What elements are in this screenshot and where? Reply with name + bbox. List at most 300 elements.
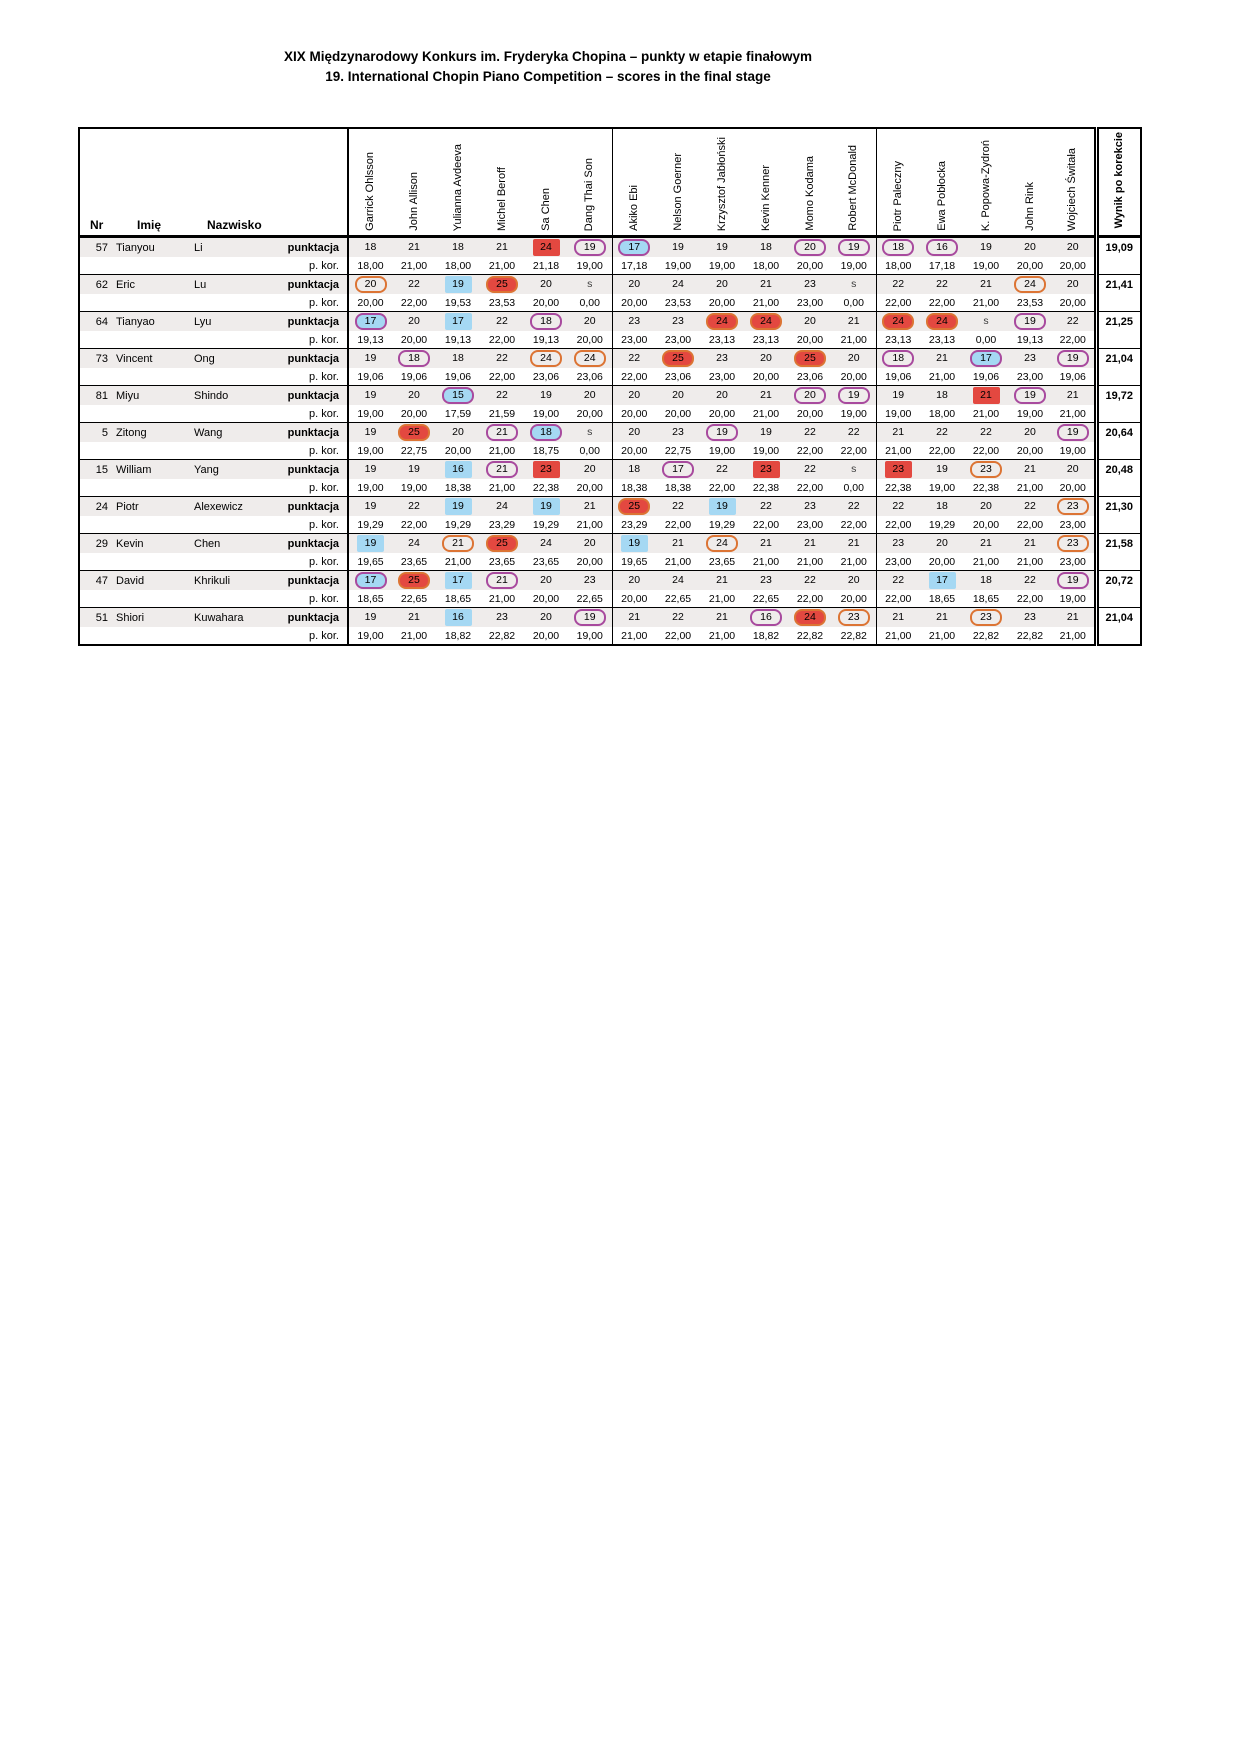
score-chip: 20 — [452, 426, 464, 438]
score-chip: 19 — [445, 276, 472, 293]
score-chip: 20 — [408, 315, 420, 327]
empty-cell — [79, 368, 113, 386]
document-title — [78, 0, 1018, 87]
score-cell — [1008, 237, 1052, 258]
score-row — [79, 460, 1141, 480]
corrected-cell: 20,00 — [832, 590, 876, 608]
score-cell — [656, 608, 700, 628]
corrected-cell: 19,00 — [348, 627, 392, 645]
score-chip: 19 — [357, 535, 384, 552]
score-cell — [876, 460, 920, 480]
empty-cell — [113, 553, 191, 571]
score-chip: 21 — [716, 611, 728, 623]
score-cell — [392, 460, 436, 480]
score-cell — [480, 386, 524, 406]
score-chip: 20 — [936, 537, 948, 549]
score-cell — [612, 386, 656, 406]
score-chip: 22 — [847, 500, 860, 512]
contestant-last-name: Kuwahara — [191, 608, 271, 628]
name-columns-header — [79, 128, 348, 237]
corrected-cell: 22,00 — [656, 516, 700, 534]
score-chip: 21 — [760, 537, 772, 549]
score-chip: 19 — [838, 387, 870, 404]
score-chip: 25 — [398, 424, 430, 441]
score-chip: 21 — [847, 537, 860, 549]
corrected-cell: 18,82 — [744, 627, 788, 645]
corrected-row — [79, 479, 1141, 497]
score-cell — [788, 423, 832, 443]
corrected-cell: 22,00 — [876, 516, 920, 534]
corrected-cell: 21,00 — [744, 553, 788, 571]
score-cell — [744, 460, 788, 480]
juror-name: Piotr Paleczny — [891, 160, 904, 231]
score-row — [79, 312, 1141, 332]
score-chip: 16 — [445, 461, 472, 478]
score-chip: 23 — [628, 315, 641, 327]
corrected-cell: 23,00 — [1008, 368, 1052, 386]
score-cell — [876, 571, 920, 591]
juror-name: Michel Beroff — [495, 167, 508, 231]
score-cell — [392, 386, 436, 406]
score-chip: 21 — [1066, 389, 1079, 401]
corrected-cell: 23,00 — [656, 331, 700, 349]
score-chip: 19 — [709, 498, 736, 515]
score-cell — [920, 460, 964, 480]
score-cell — [788, 497, 832, 517]
contestant-nr: 62 — [79, 275, 113, 295]
score-chip: 19 — [408, 463, 420, 475]
corrected-cell: 21,00 — [480, 590, 524, 608]
corrected-cell: 23,06 — [656, 368, 700, 386]
score-chip: 24 — [533, 239, 560, 256]
score-chip: 24 — [926, 313, 958, 330]
juror-name: Momo Kodama — [803, 156, 816, 231]
score-cell — [392, 423, 436, 443]
score-chip: 22 — [936, 426, 948, 438]
corrected-cell: 21,00 — [392, 627, 436, 645]
corrected-cell: 20,00 — [612, 442, 656, 460]
scores-table — [78, 127, 1142, 646]
empty-cell — [191, 257, 271, 275]
score-cell — [744, 237, 788, 258]
score-cell — [920, 571, 964, 591]
corrected-cell: 19,00 — [744, 442, 788, 460]
contestant-last-name: Wang — [191, 423, 271, 443]
corrected-cell: 23,13 — [876, 331, 920, 349]
score-row — [79, 571, 1141, 591]
score-chip: 18 — [364, 241, 377, 253]
score-chip: 18 — [452, 241, 464, 253]
score-chip: s — [587, 426, 593, 438]
score-cell — [348, 349, 392, 369]
corrected-cell: 20,00 — [788, 405, 832, 423]
contestant-first-name: Zitong — [113, 423, 191, 443]
score-chip: 20 — [794, 387, 826, 404]
corrected-row — [79, 627, 1141, 645]
score-chip: 22 — [892, 278, 905, 290]
score-row — [79, 349, 1141, 369]
contestant-last-name: Lu — [191, 275, 271, 295]
score-chip: 17 — [355, 572, 387, 589]
score-chip: 24 — [530, 350, 562, 367]
juror-column-header — [1008, 128, 1052, 237]
contestant-block — [79, 349, 1141, 386]
corrected-cell: 22,82 — [788, 627, 832, 645]
corrected-cell: 20,00 — [700, 294, 744, 312]
score-cell — [656, 571, 700, 591]
score-chip: 22 — [628, 352, 641, 364]
corrected-cell: 20,00 — [744, 368, 788, 386]
corrected-cell: 23,00 — [612, 331, 656, 349]
contestant-last-name: Khrikuli — [191, 571, 271, 591]
score-cell — [832, 237, 876, 258]
corrected-cell: 19,00 — [920, 479, 964, 497]
corrected-cell: 21,00 — [832, 553, 876, 571]
corrected-cell: 18,65 — [920, 590, 964, 608]
score-cell — [964, 386, 1008, 406]
corrected-cell: 19,00 — [832, 257, 876, 275]
corrected-cell: 23,53 — [656, 294, 700, 312]
score-chip: 22 — [847, 426, 860, 438]
juror-column-header — [744, 128, 788, 237]
score-chip: 18 — [628, 463, 641, 475]
corrected-cell: 19,00 — [568, 627, 612, 645]
score-chip: 20 — [1066, 278, 1079, 290]
corrected-cell: 22,38 — [524, 479, 568, 497]
corrected-row — [79, 331, 1141, 349]
score-cell — [1052, 460, 1096, 480]
score-chip: 21 — [936, 611, 948, 623]
score-cell — [920, 423, 964, 443]
score-chip: 18 — [530, 313, 562, 330]
empty-cell — [191, 553, 271, 571]
corrected-cell: 21,00 — [1008, 479, 1052, 497]
corrected-cell: 20,00 — [1008, 442, 1052, 460]
score-cell — [480, 275, 524, 295]
score-chip: 19 — [980, 241, 992, 253]
score-cell — [656, 275, 700, 295]
score-chip: 22 — [760, 500, 772, 512]
score-cell — [1052, 571, 1096, 591]
corrected-cell: 22,00 — [392, 294, 436, 312]
juror-name: John Rink — [1023, 182, 1036, 231]
score-cell — [876, 237, 920, 258]
contestant-block — [79, 534, 1141, 571]
score-chip: 23 — [672, 315, 684, 327]
score-chip: 23 — [1024, 611, 1036, 623]
score-cell — [700, 349, 744, 369]
result-after-correction: 20,48 — [1096, 460, 1141, 497]
corrected-cell: 19,00 — [524, 405, 568, 423]
juror-column-header — [524, 128, 568, 237]
score-chip: 15 — [442, 387, 474, 404]
score-chip: 20 — [794, 239, 826, 256]
corrected-cell: 19,00 — [1008, 405, 1052, 423]
score-cell — [920, 275, 964, 295]
score-chip: 24 — [706, 313, 738, 330]
result-after-correction: 21,25 — [1096, 312, 1141, 349]
corrected-cell: 22,82 — [832, 627, 876, 645]
score-chip: 17 — [929, 572, 956, 589]
corrected-cell: 23,00 — [788, 294, 832, 312]
contestant-last-name: Yang — [191, 460, 271, 480]
score-chip: 19 — [574, 609, 606, 626]
empty-cell — [113, 442, 191, 460]
corrected-cell: 23,00 — [1052, 553, 1096, 571]
juror-name: John Allison — [407, 172, 420, 231]
score-chip: 20 — [1024, 241, 1036, 253]
score-cell — [1008, 386, 1052, 406]
score-cell — [436, 571, 480, 591]
corrected-cell: 20,00 — [612, 294, 656, 312]
score-chip: 21 — [1024, 463, 1036, 475]
juror-column-header — [964, 128, 1008, 237]
juror-column-header — [392, 128, 436, 237]
corrected-cell: 21,00 — [876, 442, 920, 460]
corrected-cell: 22,38 — [964, 479, 1008, 497]
score-chip: 21 — [486, 424, 518, 441]
corrected-row-label: p. kor. — [271, 442, 348, 460]
score-chip: 22 — [672, 611, 684, 623]
score-chip: 16 — [926, 239, 958, 256]
juror-column-header — [920, 128, 964, 237]
empty-cell — [113, 405, 191, 423]
corrected-cell: 20,00 — [524, 294, 568, 312]
contestant-nr: 24 — [79, 497, 113, 517]
corrected-cell: 17,18 — [920, 257, 964, 275]
corrected-cell: 22,00 — [1008, 516, 1052, 534]
score-cell — [964, 460, 1008, 480]
empty-cell — [191, 442, 271, 460]
score-cell — [700, 534, 744, 554]
score-cell — [964, 534, 1008, 554]
score-chip: 23 — [753, 461, 780, 478]
score-chip: 21 — [408, 241, 420, 253]
score-chip: 24 — [706, 535, 738, 552]
score-cell — [1008, 460, 1052, 480]
corrected-cell: 21,00 — [480, 479, 524, 497]
score-cell — [568, 534, 612, 554]
score-cell — [392, 608, 436, 628]
score-chip: 20 — [583, 537, 596, 549]
corrected-cell: 21,00 — [612, 627, 656, 645]
corrected-row — [79, 590, 1141, 608]
corrected-cell: 19,00 — [392, 479, 436, 497]
score-cell — [392, 497, 436, 517]
corrected-row — [79, 257, 1141, 275]
empty-cell — [113, 590, 191, 608]
score-cell — [1008, 571, 1052, 591]
score-chip: 21 — [760, 278, 772, 290]
corrected-cell: 22,38 — [876, 479, 920, 497]
corrected-cell: 19,06 — [964, 368, 1008, 386]
score-row-label: punktacja — [271, 275, 348, 295]
score-chip: 19 — [672, 241, 684, 253]
score-chip: 21 — [847, 315, 860, 327]
corrected-row-label: p. kor. — [271, 368, 348, 386]
score-cell — [700, 497, 744, 517]
result-after-correction: 21,30 — [1096, 497, 1141, 534]
empty-cell — [113, 516, 191, 534]
score-cell — [876, 534, 920, 554]
score-cell — [964, 497, 1008, 517]
corrected-cell: 22,65 — [744, 590, 788, 608]
corrected-cell: 23,00 — [876, 553, 920, 571]
score-chip: 17 — [355, 313, 387, 330]
score-chip: 20 — [716, 278, 728, 290]
contestant-block — [79, 571, 1141, 608]
corrected-cell: 22,00 — [920, 294, 964, 312]
score-chip: 19 — [364, 463, 377, 475]
score-chip: 20 — [583, 389, 596, 401]
contestant-last-name: Shindo — [191, 386, 271, 406]
score-cell — [876, 275, 920, 295]
score-cell — [568, 460, 612, 480]
score-cell — [656, 237, 700, 258]
score-chip: 25 — [618, 498, 650, 515]
corrected-cell: 19,06 — [436, 368, 480, 386]
corrected-cell: 19,29 — [920, 516, 964, 534]
corrected-cell: 20,00 — [788, 331, 832, 349]
score-chip: 23 — [496, 611, 508, 623]
score-chip: 22 — [408, 500, 420, 512]
score-chip: 25 — [398, 572, 430, 589]
corrected-cell: 22,00 — [832, 442, 876, 460]
corrected-cell: 22,00 — [876, 294, 920, 312]
score-chip: 17 — [618, 239, 650, 256]
contestant-block — [79, 608, 1141, 646]
score-cell — [656, 386, 700, 406]
juror-column-header — [348, 128, 392, 237]
score-cell — [612, 275, 656, 295]
result-after-correction: 21,04 — [1096, 349, 1141, 386]
contestant-first-name: William — [113, 460, 191, 480]
score-chip: 22 — [496, 352, 508, 364]
score-cell — [1052, 275, 1096, 295]
juror-column-header — [876, 128, 920, 237]
header-last-name: Nazwisko — [207, 218, 262, 232]
score-chip: 22 — [1066, 315, 1079, 327]
score-cell — [788, 386, 832, 406]
score-chip: 22 — [980, 426, 992, 438]
score-cell — [964, 608, 1008, 628]
score-chip: 19 — [1014, 387, 1046, 404]
juror-column-header — [700, 128, 744, 237]
score-chip: 19 — [1057, 572, 1089, 589]
score-chip: 24 — [794, 609, 826, 626]
score-chip: 22 — [804, 463, 816, 475]
score-chip: 20 — [540, 611, 552, 623]
corrected-cell: 22,65 — [656, 590, 700, 608]
empty-cell — [79, 331, 113, 349]
juror-name: Akiko Ebi — [627, 185, 640, 231]
score-cell — [964, 423, 1008, 443]
corrected-cell: 22,75 — [656, 442, 700, 460]
score-cell — [700, 312, 744, 332]
corrected-row-label: p. kor. — [271, 553, 348, 571]
score-cell — [348, 275, 392, 295]
score-chip: 19 — [364, 389, 377, 401]
corrected-cell: 18,38 — [656, 479, 700, 497]
score-chip: 17 — [445, 572, 472, 589]
empty-cell — [79, 405, 113, 423]
corrected-cell: 18,00 — [436, 257, 480, 275]
score-cell — [348, 423, 392, 443]
score-chip: 22 — [936, 278, 948, 290]
score-cell — [436, 237, 480, 258]
corrected-row — [79, 294, 1141, 312]
juror-name: Nelson Goerner — [671, 153, 684, 231]
score-chip: 18 — [398, 350, 430, 367]
corrected-cell: 23,13 — [744, 331, 788, 349]
score-chip: 20 — [583, 315, 596, 327]
score-chip: 20 — [628, 426, 641, 438]
score-cell — [348, 571, 392, 591]
result-after-correction: 19,09 — [1096, 237, 1141, 275]
empty-cell — [79, 590, 113, 608]
score-cell — [920, 608, 964, 628]
corrected-cell: 19,65 — [348, 553, 392, 571]
corrected-cell: 19,29 — [436, 516, 480, 534]
corrected-cell: 19,13 — [1008, 331, 1052, 349]
score-row-label: punktacja — [271, 571, 348, 591]
score-cell — [920, 497, 964, 517]
score-cell — [1008, 312, 1052, 332]
contestant-block — [79, 275, 1141, 312]
score-cell — [1008, 349, 1052, 369]
corrected-cell: 22,00 — [788, 442, 832, 460]
score-chip: 21 — [973, 387, 1000, 404]
score-row — [79, 608, 1141, 628]
empty-cell — [79, 516, 113, 534]
score-cell — [1052, 237, 1096, 258]
corrected-cell: 21,00 — [788, 553, 832, 571]
score-cell — [524, 571, 568, 591]
empty-cell — [191, 516, 271, 534]
score-chip: 18 — [760, 241, 772, 253]
corrected-cell: 20,00 — [568, 331, 612, 349]
corrected-cell: 19,00 — [700, 257, 744, 275]
corrected-cell: 22,00 — [700, 479, 744, 497]
score-chip: s — [851, 463, 857, 475]
contestant-nr: 47 — [79, 571, 113, 591]
corrected-cell: 22,00 — [480, 368, 524, 386]
score-chip: s — [587, 278, 593, 290]
corrected-cell: 19,00 — [1052, 590, 1096, 608]
score-chip: 18 — [882, 350, 914, 367]
juror-name: Wojciech Świtała — [1066, 148, 1079, 231]
corrected-cell: 21,00 — [480, 257, 524, 275]
score-cell — [832, 608, 876, 628]
score-row-label: punktacja — [271, 423, 348, 443]
juror-column-header — [788, 128, 832, 237]
score-cell — [876, 423, 920, 443]
contestant-nr: 57 — [79, 237, 113, 258]
result-after-correction: 21,04 — [1096, 608, 1141, 646]
juror-name: Ewa Pobłocka — [935, 161, 948, 231]
score-chip: 23 — [716, 352, 728, 364]
corrected-cell: 19,13 — [348, 331, 392, 349]
corrected-cell: 21,00 — [920, 368, 964, 386]
score-chip: 16 — [750, 609, 782, 626]
score-chip: 19 — [706, 424, 738, 441]
corrected-cell: 21,00 — [964, 553, 1008, 571]
score-cell — [348, 608, 392, 628]
corrected-cell: 21,00 — [1052, 405, 1096, 423]
contestant-nr: 29 — [79, 534, 113, 554]
score-chip: 24 — [496, 500, 508, 512]
corrected-cell: 22,38 — [744, 479, 788, 497]
